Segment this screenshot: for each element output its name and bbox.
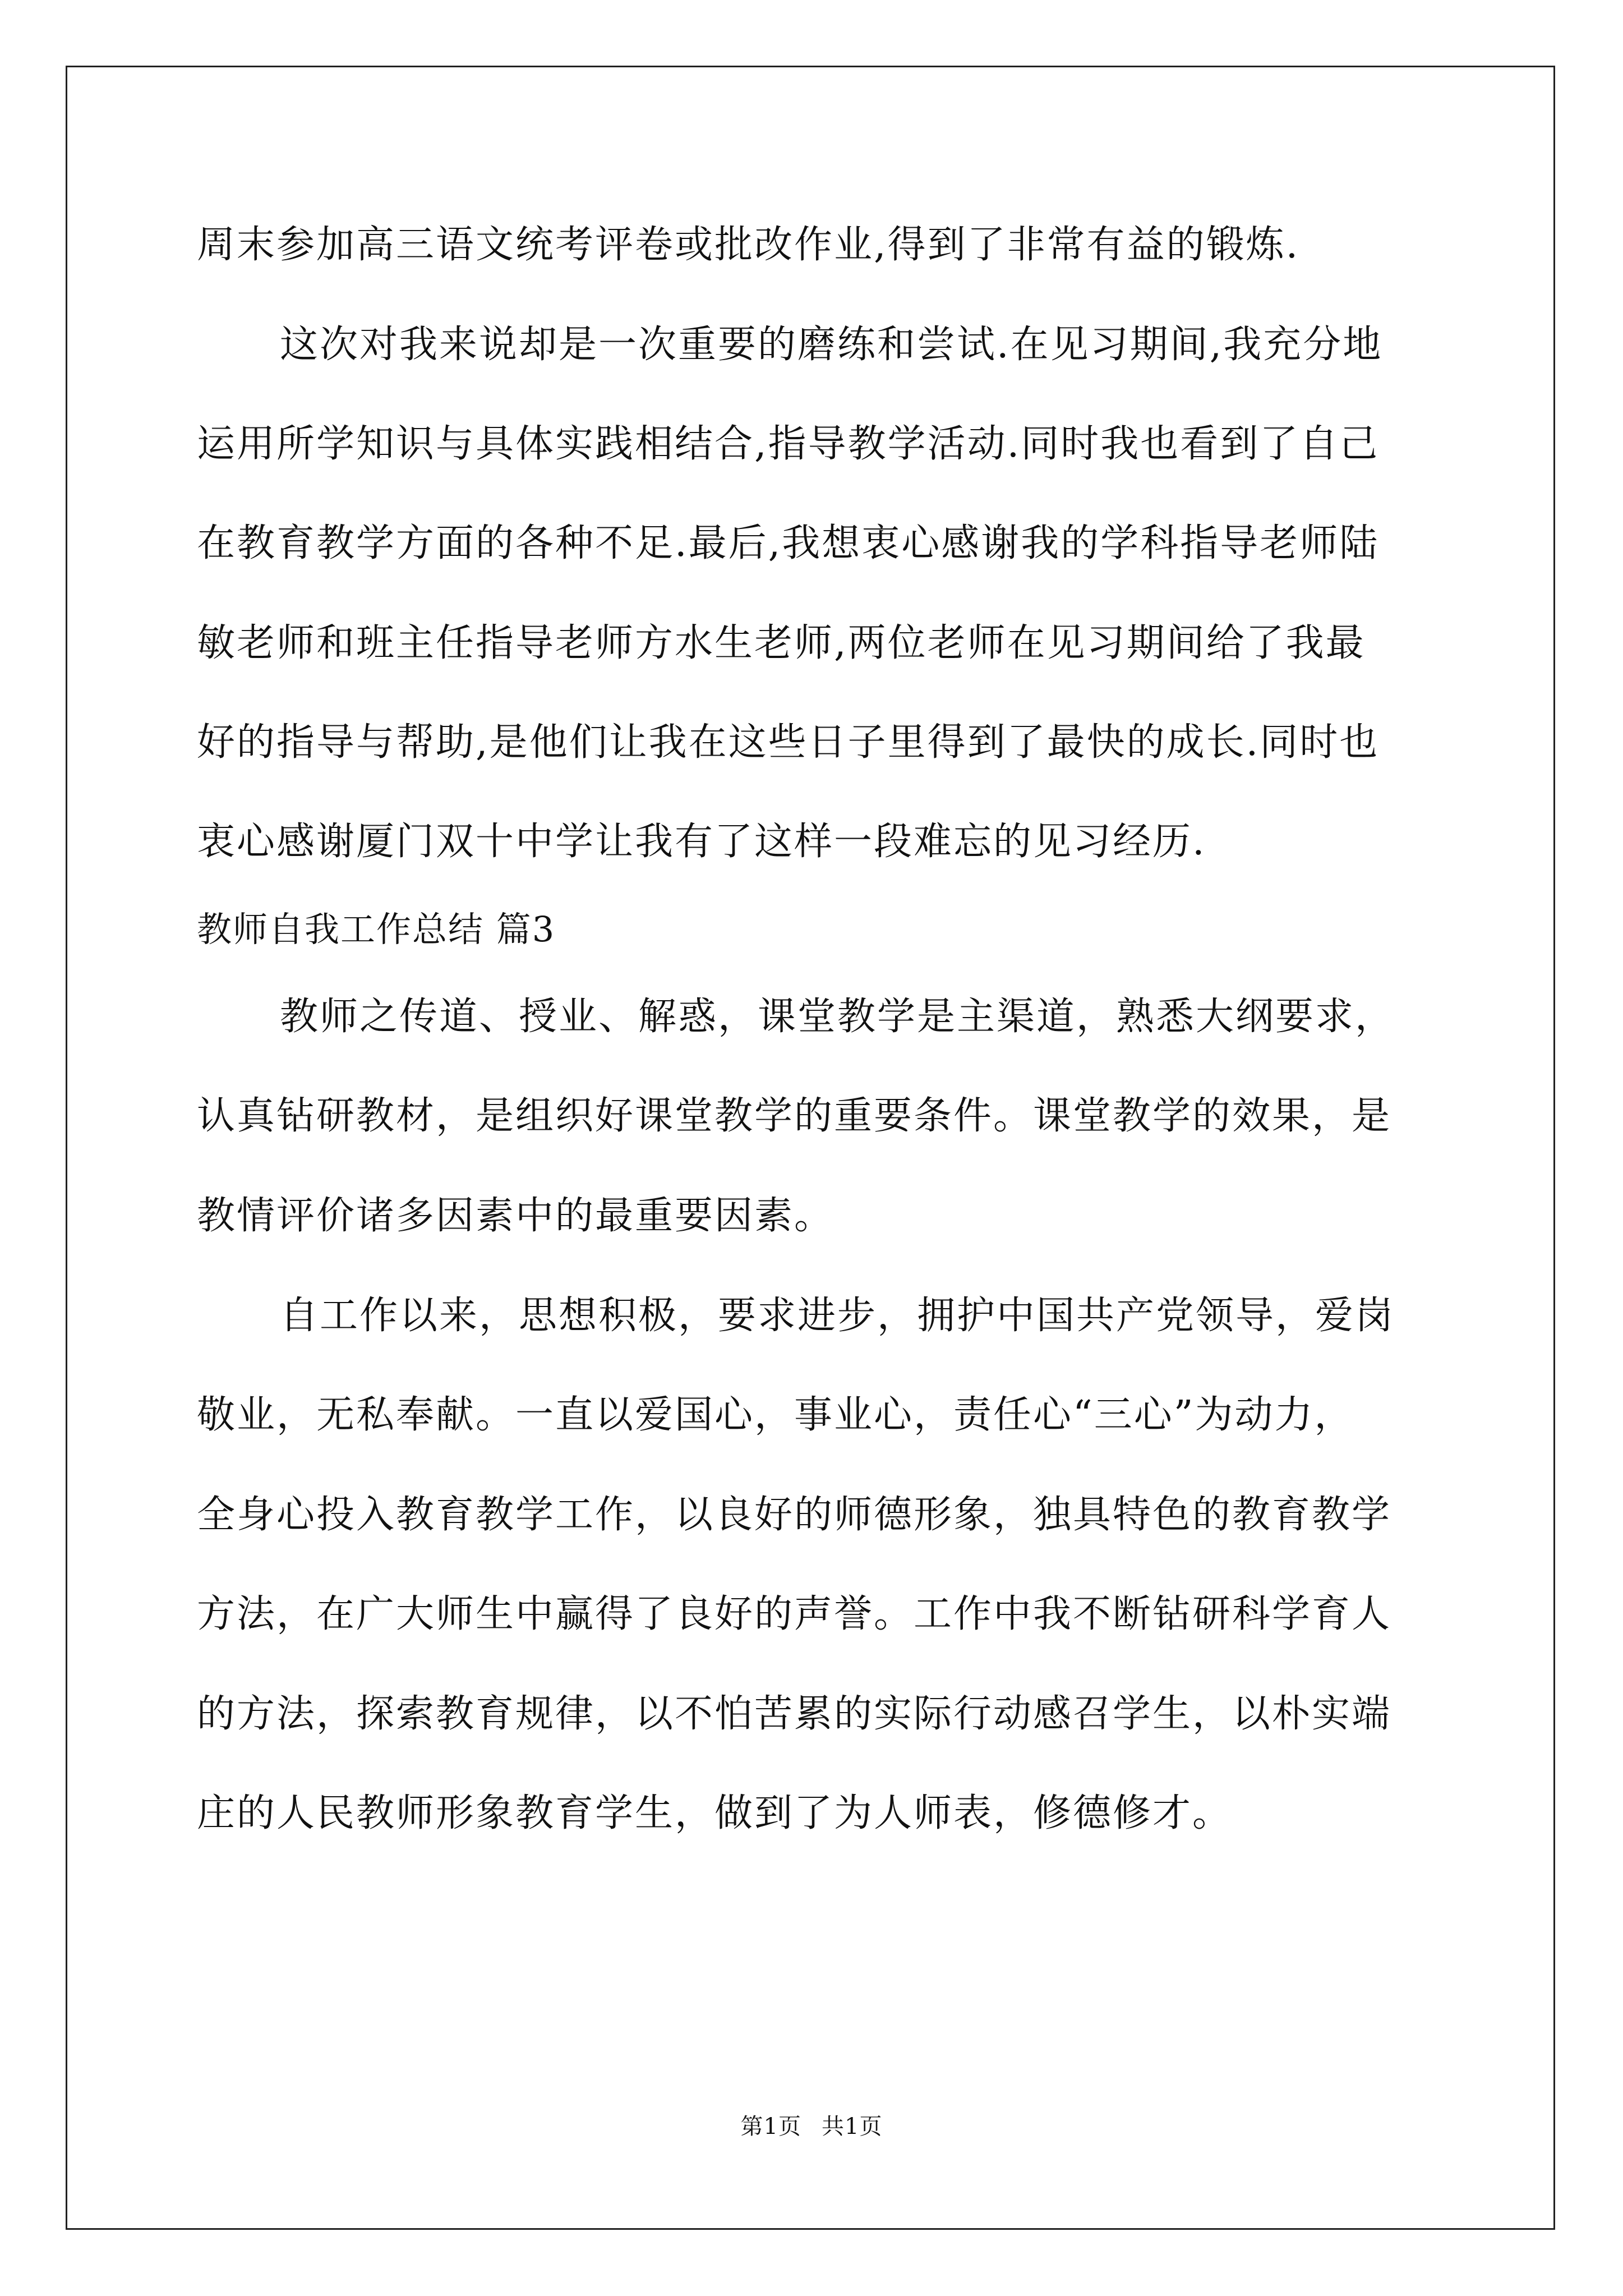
page-border	[66, 66, 1555, 2230]
paragraph-line: 运用所学知识与具体实践相结合,指导教学活动.同时我也看到了自己	[197, 422, 1380, 466]
paragraph-line: 认真钻研教材，是组织好课堂教学的重要条件。课堂教学的效果，是	[197, 1094, 1392, 1138]
paragraph-line: 自工作以来，思想积极，要求进步，拥护中国共产党领导，爱岗	[280, 1294, 1395, 1338]
paragraph-line: 敏老师和班主任指导老师方水生老师,两位老师在见习期间给了我最	[197, 621, 1366, 665]
paragraph-line: 教师之传道、授业、解惑，课堂教学是主渠道，熟悉大纲要求，	[280, 995, 1395, 1039]
paragraph-line: 庄的人民教师形象教育学生，做到了为人师表，修德修才。	[197, 1791, 1233, 1835]
paragraph-line: 在教育教学方面的各种不足.最后,我想衷心感谢我的学科指导老师陆	[197, 521, 1380, 565]
page-footer	[0, 2113, 1623, 2141]
paragraph-line: 好的指导与帮助,是他们让我在这些日子里得到了最快的成长.同时也	[197, 720, 1380, 765]
paragraph-line: 方法，在广大师生中赢得了良好的声誉。工作中我不断钻研科学育人	[197, 1592, 1392, 1636]
paragraph-line: 全身心投入教育教学工作，以良好的师德形象，独具特色的教育教学	[197, 1493, 1392, 1537]
page-number-total: 共1页	[822, 2114, 883, 2139]
page-number-current: 第1页	[740, 2114, 801, 2139]
section-heading: 教师自我工作总结 篇3	[197, 909, 556, 950]
paragraph-line: 教情评价诸多因素中的最重要因素。	[197, 1194, 834, 1238]
paragraph-line: 周末参加高三语文统考评卷或批改作业,得到了非常有益的锻炼.	[197, 223, 1300, 267]
paragraph-line: 衷心感谢厦门双十中学让我有了这样一段难忘的见习经历.	[197, 820, 1206, 864]
paragraph-line: 敬业，无私奉献。一直以爱国心，事业心，责任心“三心”为动力，	[197, 1393, 1354, 1437]
paragraph-line: 的方法，探索教育规律，以不怕苦累的实际行动感召学生，以朴实端	[197, 1692, 1392, 1736]
paragraph-line: 这次对我来说却是一次重要的磨练和尝试.在见习期间,我充分地	[280, 323, 1383, 367]
